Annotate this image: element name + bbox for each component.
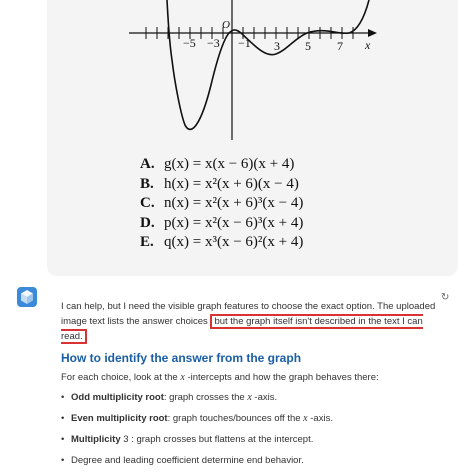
polynomial-curve — [167, 0, 369, 129]
bullet-text: : graph crosses the — [163, 392, 245, 403]
answer-choices — [140, 155, 303, 253]
x-tick-label: −5 — [183, 36, 196, 50]
choice-formula: n(x) = x²(x + 6)³(x − 4) — [164, 195, 304, 211]
bullet-bold: Multiplicity — [71, 434, 121, 445]
x-tick-label: 3 — [274, 39, 280, 53]
math-variable: x — [180, 372, 185, 383]
choice-letter: C. — [140, 195, 155, 211]
bullet-bold: Odd multiplicity root — [71, 392, 164, 403]
x-axis-arrow — [368, 29, 377, 37]
redo-icon[interactable]: ↻ — [441, 292, 450, 303]
choice-letter: D. — [140, 214, 155, 231]
choice-letter: E. — [140, 234, 154, 250]
x-tick-label: −1 — [238, 36, 251, 50]
choice-formula: g(x) = x(x − 6)(x + 4) — [164, 156, 295, 172]
reply-bullets — [61, 391, 441, 467]
reply-intro — [61, 299, 441, 344]
math-variable: x — [247, 392, 252, 403]
bullet-text: Degree and leading coefficient determine end behavior. — [71, 455, 304, 466]
reply-heading: How to identify the answer from the graph — [61, 351, 302, 365]
x-tick-label: −3 — [207, 36, 220, 50]
choice-letter: A. — [140, 156, 155, 172]
choice-formula: q(x) = x³(x − 6)²(x + 4) — [164, 234, 304, 250]
reply-lead — [61, 370, 441, 385]
lead-text: For each choice, look at the — [61, 372, 178, 383]
user-message-card — [47, 0, 458, 276]
x-tick-label: 7 — [337, 39, 343, 53]
list-item — [61, 391, 441, 404]
origin-label: O — [222, 19, 230, 31]
x-tick-label: 5 — [305, 39, 311, 53]
highlighted-text: but the graph itself isn't described in the text I can read. — [61, 316, 423, 342]
choice-d — [140, 214, 303, 234]
choice-letter: B. — [140, 175, 154, 192]
assistant-reply — [61, 299, 441, 475]
cube-logo-icon — [17, 287, 37, 307]
choice-c — [140, 194, 303, 214]
lead-text-tail: -intercepts and how the graph behaves there: — [187, 372, 379, 383]
x-axis-label: x — [365, 38, 371, 52]
bullet-bold: Even multiplicity root — [71, 413, 168, 424]
choice-formula: p(x) = x²(x − 6)³(x + 4) — [164, 214, 304, 231]
math-variable: x — [303, 413, 308, 424]
choice-a — [140, 155, 303, 175]
bullet-text-tail: -axis. — [254, 392, 278, 403]
polynomial-graph — [47, 0, 458, 140]
list-item — [61, 412, 441, 425]
reply-intro-text: I can help, but I need the visible graph features to choose the exact option. The uploaded image text lists the answer choices — [61, 301, 436, 327]
bullet-text-tail: -axis. — [310, 413, 333, 424]
bullet-text: 3 : graph crosses but flattens at the intercept. — [120, 434, 314, 445]
choice-formula: h(x) = x²(x + 6)(x − 4) — [164, 175, 299, 192]
list-item — [61, 454, 441, 467]
choice-e — [140, 233, 303, 253]
choice-b — [140, 175, 303, 195]
bullet-text: : graph touches/bounces off the — [167, 413, 301, 424]
list-item — [61, 433, 441, 446]
